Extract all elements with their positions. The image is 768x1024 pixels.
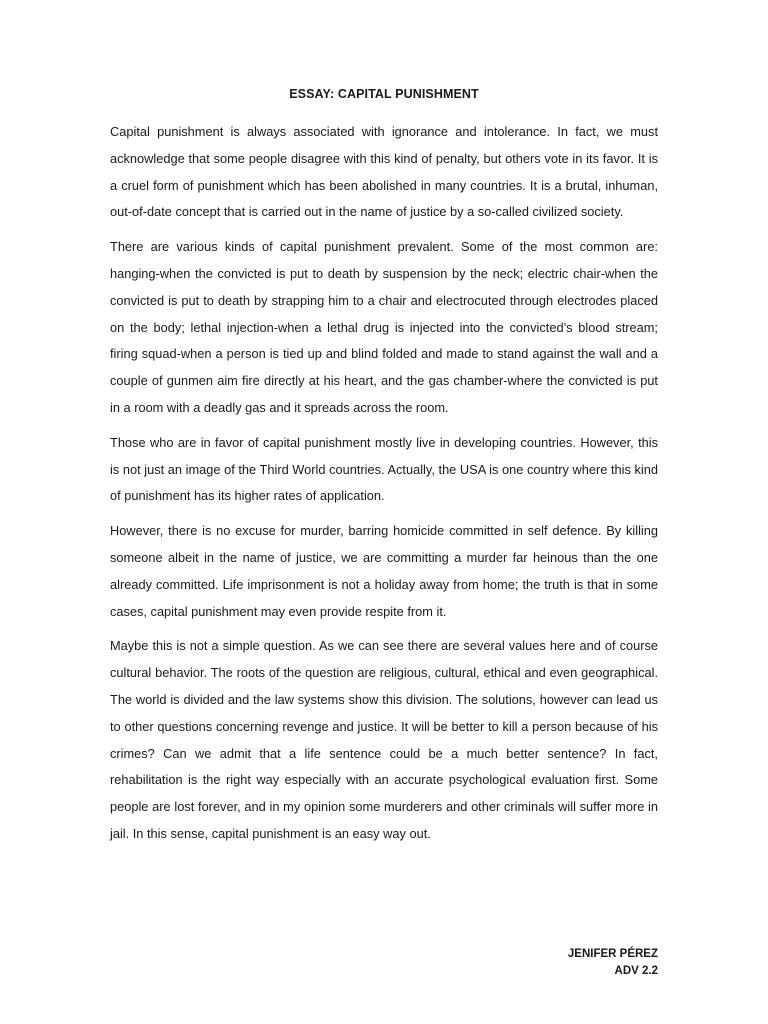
paragraph-1: Capital punishment is always associated with ignorance and intolerance. In fact, we must acknowledge that some people disagree with this kind of penalty, but others vote in its favor. It is a cruel form of punishment which has been abolished in many countries. It is a brutal, inhuman, out-of-date concept that is carried out in the name of justice by a so-called civilized society. <box>110 124 658 220</box>
paragraph-3: Those who are in favor of capital punishment mostly live in developing countries. However, this is not just an image of the Third World countries. Actually, the USA is one country where this kind of punishment has its higher rates of application. <box>110 434 658 504</box>
class-code: ADV 2.2 <box>614 965 658 977</box>
paragraph-2: There are various kinds of capital punishment prevalent. Some of the most common are: hanging-when the convicted is put to death by suspension by the neck; electric chair-when the convicted is put to death by strapping him to a chair and electrocuted through electrodes placed on the body; lethal injection-when a lethal drug is injected into the convicted’s blood stream; firing squad-when a person is tied up and blind folded and made to stand against the wall and a couple of gunmen aim fire directly at his heart, and the gas chamber-where the convicted is put in a room with a deadly gas and it spreads across the room. <box>110 239 658 415</box>
signature-block <box>568 946 658 980</box>
paragraph-4: However, there is no excuse for murder, barring homicide committed in self defence. By killing someone albeit in the name of justice, we are committing a murder far heinous than the one already committed. Life imprisonment is not a holiday away from home; the truth is that in some cases, capital punishment may even provide respite from it. <box>110 523 658 619</box>
author-name: JENIFER PÉREZ <box>567 948 658 960</box>
essay-body <box>110 119 658 856</box>
essay-title: ESSAY: CAPITAL PUNISHMENT <box>289 87 479 101</box>
paragraph-5: Maybe this is not a simple question. As we can see there are several values here and of course cultural behavior. The roots of the question are religious, cultural, ethical and even geographical. The world is divided and the law systems show this division. The solutions, however can lead us to other questions concerning revenge and justice. It will be better to kill a person because of his crimes? Can we admit that a life sentence could be a much better sentence? In fact, rehabilitation is the right way especially with an accurate psychological evaluation first. Some people are lost forever, and in my opinion some murderers and other criminals will suffer more in jail. In this sense, capital punishment is an easy way out. <box>110 638 658 841</box>
